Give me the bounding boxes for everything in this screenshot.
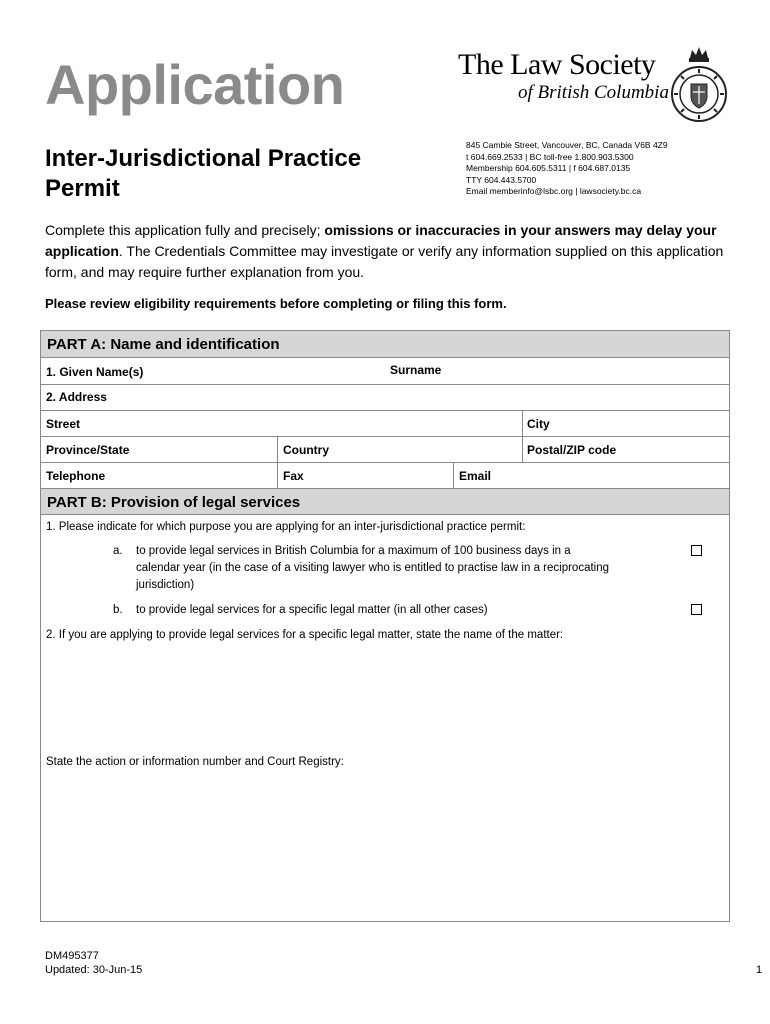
eligibility-notice: Please review eligibility requirements before completing or filing this form. — [45, 296, 507, 311]
contact-address: 845 Cambie Street, Vancouver, BC, Canada V6B 4Z9 — [466, 140, 668, 150]
document-id: DM495377 — [45, 950, 99, 962]
org-subname: of British Columbia — [518, 82, 669, 103]
contact-tty: TTY 604.443.5700 — [466, 174, 537, 185]
surname-label: Surname — [390, 363, 442, 377]
application-form — [40, 330, 730, 922]
intro-text-2: . The Credentials Committee may investigate or verify any information supplied on this application form, and may require further explanation from you. — [45, 243, 724, 280]
given-names-label: 1. Given Name(s) — [46, 365, 144, 379]
contact-email: Email memberinfo@lsbc.org | lawsociety.bc.ca — [466, 186, 642, 197]
form-subtitle: Inter-Jurisdictional Practice Permit — [45, 145, 362, 202]
contact-phone: t 604.669.2533 | BC toll-free 1.800.903.5300 — [466, 151, 634, 162]
contact-membership: Membership 604.605.5311 | f 604.687.0135 — [466, 163, 631, 174]
action-number-field[interactable] — [41, 773, 730, 921]
telephone-label: Telephone — [46, 469, 106, 483]
option-a-text-line2: calendar year (in the case of a visiting lawyer who is entitled to practise law in a reciprocating — [136, 562, 610, 574]
province-label: Province/State — [46, 443, 130, 457]
city-field[interactable] — [523, 411, 729, 436]
org-name: The Law Society — [458, 48, 656, 81]
option-a-text-line1: to provide legal services in British Columbia for a maximum of 100 business days in a — [136, 545, 571, 557]
postal-label: Postal/ZIP code — [527, 443, 617, 457]
telephone-field[interactable] — [41, 463, 276, 488]
given-names-field[interactable] — [41, 358, 730, 384]
part-b-heading: PART B: Provision of legal services — [41, 488, 729, 515]
contact-block — [466, 140, 668, 198]
address-label: 2. Address — [46, 390, 107, 404]
law-society-seal-icon — [670, 44, 728, 130]
country-label: Country — [283, 443, 329, 457]
updated-date: Updated: 30-Jun-15 — [45, 964, 143, 976]
email-label: Email — [459, 469, 492, 483]
fax-label: Fax — [283, 469, 304, 483]
page-number: 1 — [756, 964, 763, 976]
fax-field[interactable] — [278, 463, 452, 488]
purpose-question: 1. Please indicate for which purpose you are applying for an inter-jurisdictional practice permit: — [46, 521, 526, 533]
country-field[interactable] — [278, 437, 521, 462]
part-a-heading: PART A: Name and identification — [41, 331, 729, 358]
intro-text-1: Complete this application fully and precisely; — [45, 222, 325, 238]
matter-name-field[interactable] — [41, 645, 730, 749]
option-a-text-line3: jurisdiction) — [136, 579, 195, 591]
postal-field[interactable] — [523, 437, 729, 462]
intro-paragraph — [45, 220, 735, 283]
matter-question: 2. If you are applying to provide legal services for a specific legal matter, state the name of the matter: — [46, 629, 564, 641]
option-b-text: to provide legal services for a specific legal matter (in all other cases) — [136, 604, 488, 616]
divider — [41, 384, 729, 385]
option-a-letter: a. — [113, 545, 123, 557]
action-number-label: State the action or information number and Court Registry: — [46, 756, 344, 768]
email-field[interactable] — [454, 463, 729, 488]
street-field[interactable] — [41, 411, 521, 436]
province-field[interactable] — [41, 437, 276, 462]
city-label: City — [527, 417, 550, 431]
option-b-checkbox[interactable] — [691, 604, 702, 615]
intro-warning: omissions or inaccuracies in your answers may delay your application — [45, 222, 717, 259]
option-a-checkbox[interactable] — [691, 545, 702, 556]
option-b-letter: b. — [113, 604, 123, 616]
street-label: Street — [46, 417, 81, 431]
page-title: Application — [45, 53, 345, 116]
